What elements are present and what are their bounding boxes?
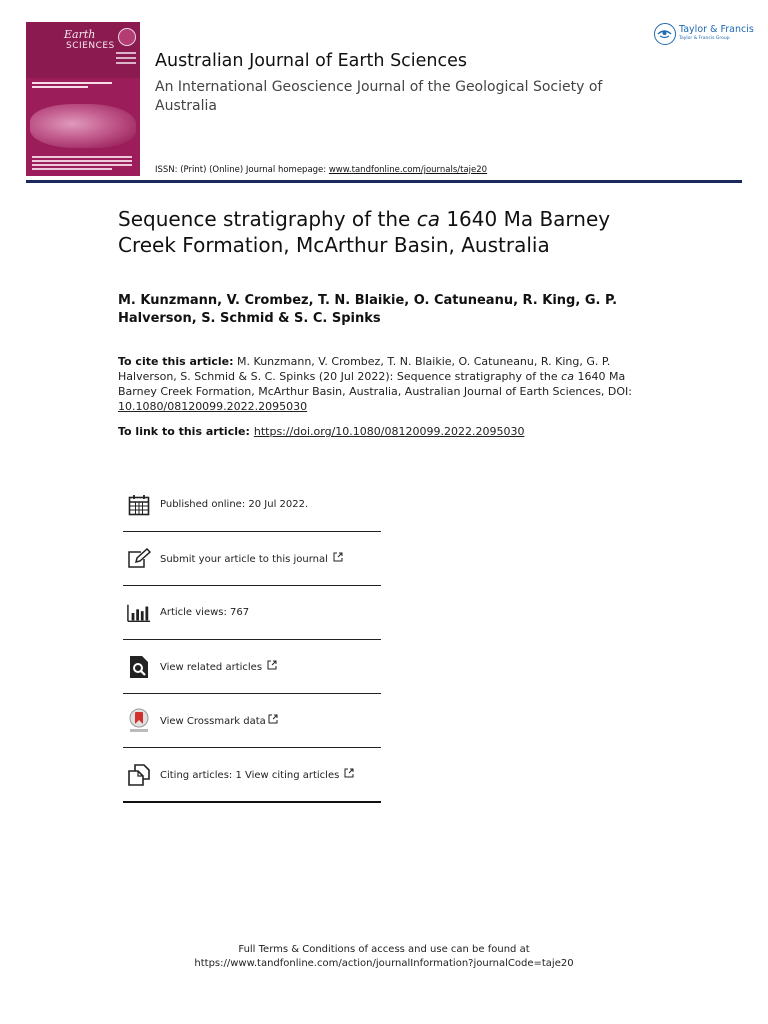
calendar-icon bbox=[127, 493, 151, 517]
divider bbox=[123, 801, 381, 803]
article-link-line bbox=[118, 424, 648, 439]
cover-brand-line2: SCIENCES bbox=[66, 41, 115, 51]
article-info-panel bbox=[123, 478, 381, 803]
article-doi-url[interactable]: https://doi.org/10.1080/08120099.2022.2095030 bbox=[253, 425, 525, 438]
citing-articles-row[interactable] bbox=[123, 748, 381, 801]
bar-chart-icon bbox=[127, 601, 151, 625]
crossmark-link[interactable] bbox=[160, 714, 278, 727]
citation-text: M. Kunzmann, V. Crombez, T. N. Blaikie, O. Catuneanu, R. King, G. P. Halverson, S. Schmid & S. C. Spinks (20 Jul 2022): Sequence stratigraphy of the bbox=[118, 355, 611, 383]
citation-text: 1640 Ma Barney Creek Formation, McArthur Basin, Australia, Australian Journal of Earth Sciences, DOI: bbox=[118, 370, 632, 398]
journal-subtitle: An International Geoscience Journal of the Geological Society of Australia bbox=[155, 79, 603, 114]
link-label: To link to this article: bbox=[118, 425, 250, 438]
cover-brand-line1: Earth bbox=[64, 28, 96, 41]
article-authors: M. Kunzmann, V. Crombez, T. N. Blaikie, O. Catuneanu, R. King, G. P. Halverson, S. Schmid & S. C. Spinks bbox=[118, 293, 618, 326]
issn-label: ISSN: (Print) (Online) Journal homepage: bbox=[155, 165, 329, 175]
crossmark-label: View Crossmark data bbox=[160, 716, 266, 727]
edit-icon bbox=[127, 547, 151, 571]
society-seal-icon bbox=[118, 28, 136, 46]
issn-line bbox=[155, 165, 487, 175]
citing-articles-link[interactable] bbox=[160, 768, 354, 781]
crossmark-icon bbox=[127, 709, 151, 733]
article-views-row bbox=[123, 586, 381, 639]
citing-documents-icon bbox=[127, 763, 151, 787]
cover-text-block bbox=[32, 82, 112, 90]
crossmark-row[interactable] bbox=[123, 694, 381, 747]
taylor-francis-logo-icon bbox=[654, 23, 676, 45]
article-title-part: 1640 Ma Barney Creek Formation, McArthur Basin, Australia bbox=[118, 207, 611, 257]
terms-url-link[interactable]: https://www.tandfonline.com/action/journalInformation?journalCode=taje20 bbox=[194, 958, 574, 969]
external-link-icon bbox=[268, 714, 278, 727]
terms-footer bbox=[0, 943, 768, 971]
article-title-part: Sequence stratigraphy of the bbox=[118, 207, 417, 231]
citation-block bbox=[118, 354, 648, 414]
citation-italic: ca bbox=[561, 370, 574, 383]
published-row bbox=[123, 478, 381, 531]
journal-cover-image bbox=[26, 22, 140, 176]
published-date-label: Published online: 20 Jul 2022. bbox=[160, 499, 309, 510]
submit-article-row[interactable] bbox=[123, 532, 381, 585]
document-search-icon bbox=[127, 655, 151, 679]
external-link-icon bbox=[333, 552, 343, 565]
publisher-sub: Taylor & Francis Group bbox=[679, 36, 730, 41]
header-divider bbox=[26, 180, 742, 183]
external-link-icon bbox=[267, 660, 277, 673]
doi-link[interactable]: 10.1080/08120099.2022.2095030 bbox=[118, 400, 308, 413]
external-link-icon bbox=[344, 768, 354, 781]
related-articles-label: View related articles bbox=[160, 662, 263, 673]
cover-meta-lines bbox=[116, 52, 136, 67]
submit-article-link[interactable] bbox=[160, 552, 343, 565]
article-title bbox=[118, 206, 658, 258]
terms-line: Full Terms & Conditions of access and use can be found at bbox=[238, 944, 530, 955]
submit-article-label: Submit your article to this journal bbox=[160, 554, 328, 565]
related-articles-link[interactable] bbox=[160, 660, 277, 673]
journal-title: Australian Journal of Earth Sciences bbox=[155, 51, 468, 71]
article-views-label: Article views: 767 bbox=[160, 607, 250, 618]
australia-map-illustration bbox=[30, 104, 136, 148]
publisher-name: Taylor & Francis bbox=[679, 24, 754, 35]
article-title-italic: ca bbox=[416, 207, 440, 231]
citing-articles-label: Citing articles: 1 View citing articles bbox=[160, 770, 340, 781]
related-articles-row[interactable] bbox=[123, 640, 381, 693]
journal-homepage-link[interactable]: www.tandfonline.com/journals/taje20 bbox=[328, 165, 488, 175]
publisher-logo[interactable] bbox=[654, 22, 754, 46]
cover-text-block bbox=[32, 156, 132, 172]
citation-label: To cite this article: bbox=[118, 355, 234, 368]
